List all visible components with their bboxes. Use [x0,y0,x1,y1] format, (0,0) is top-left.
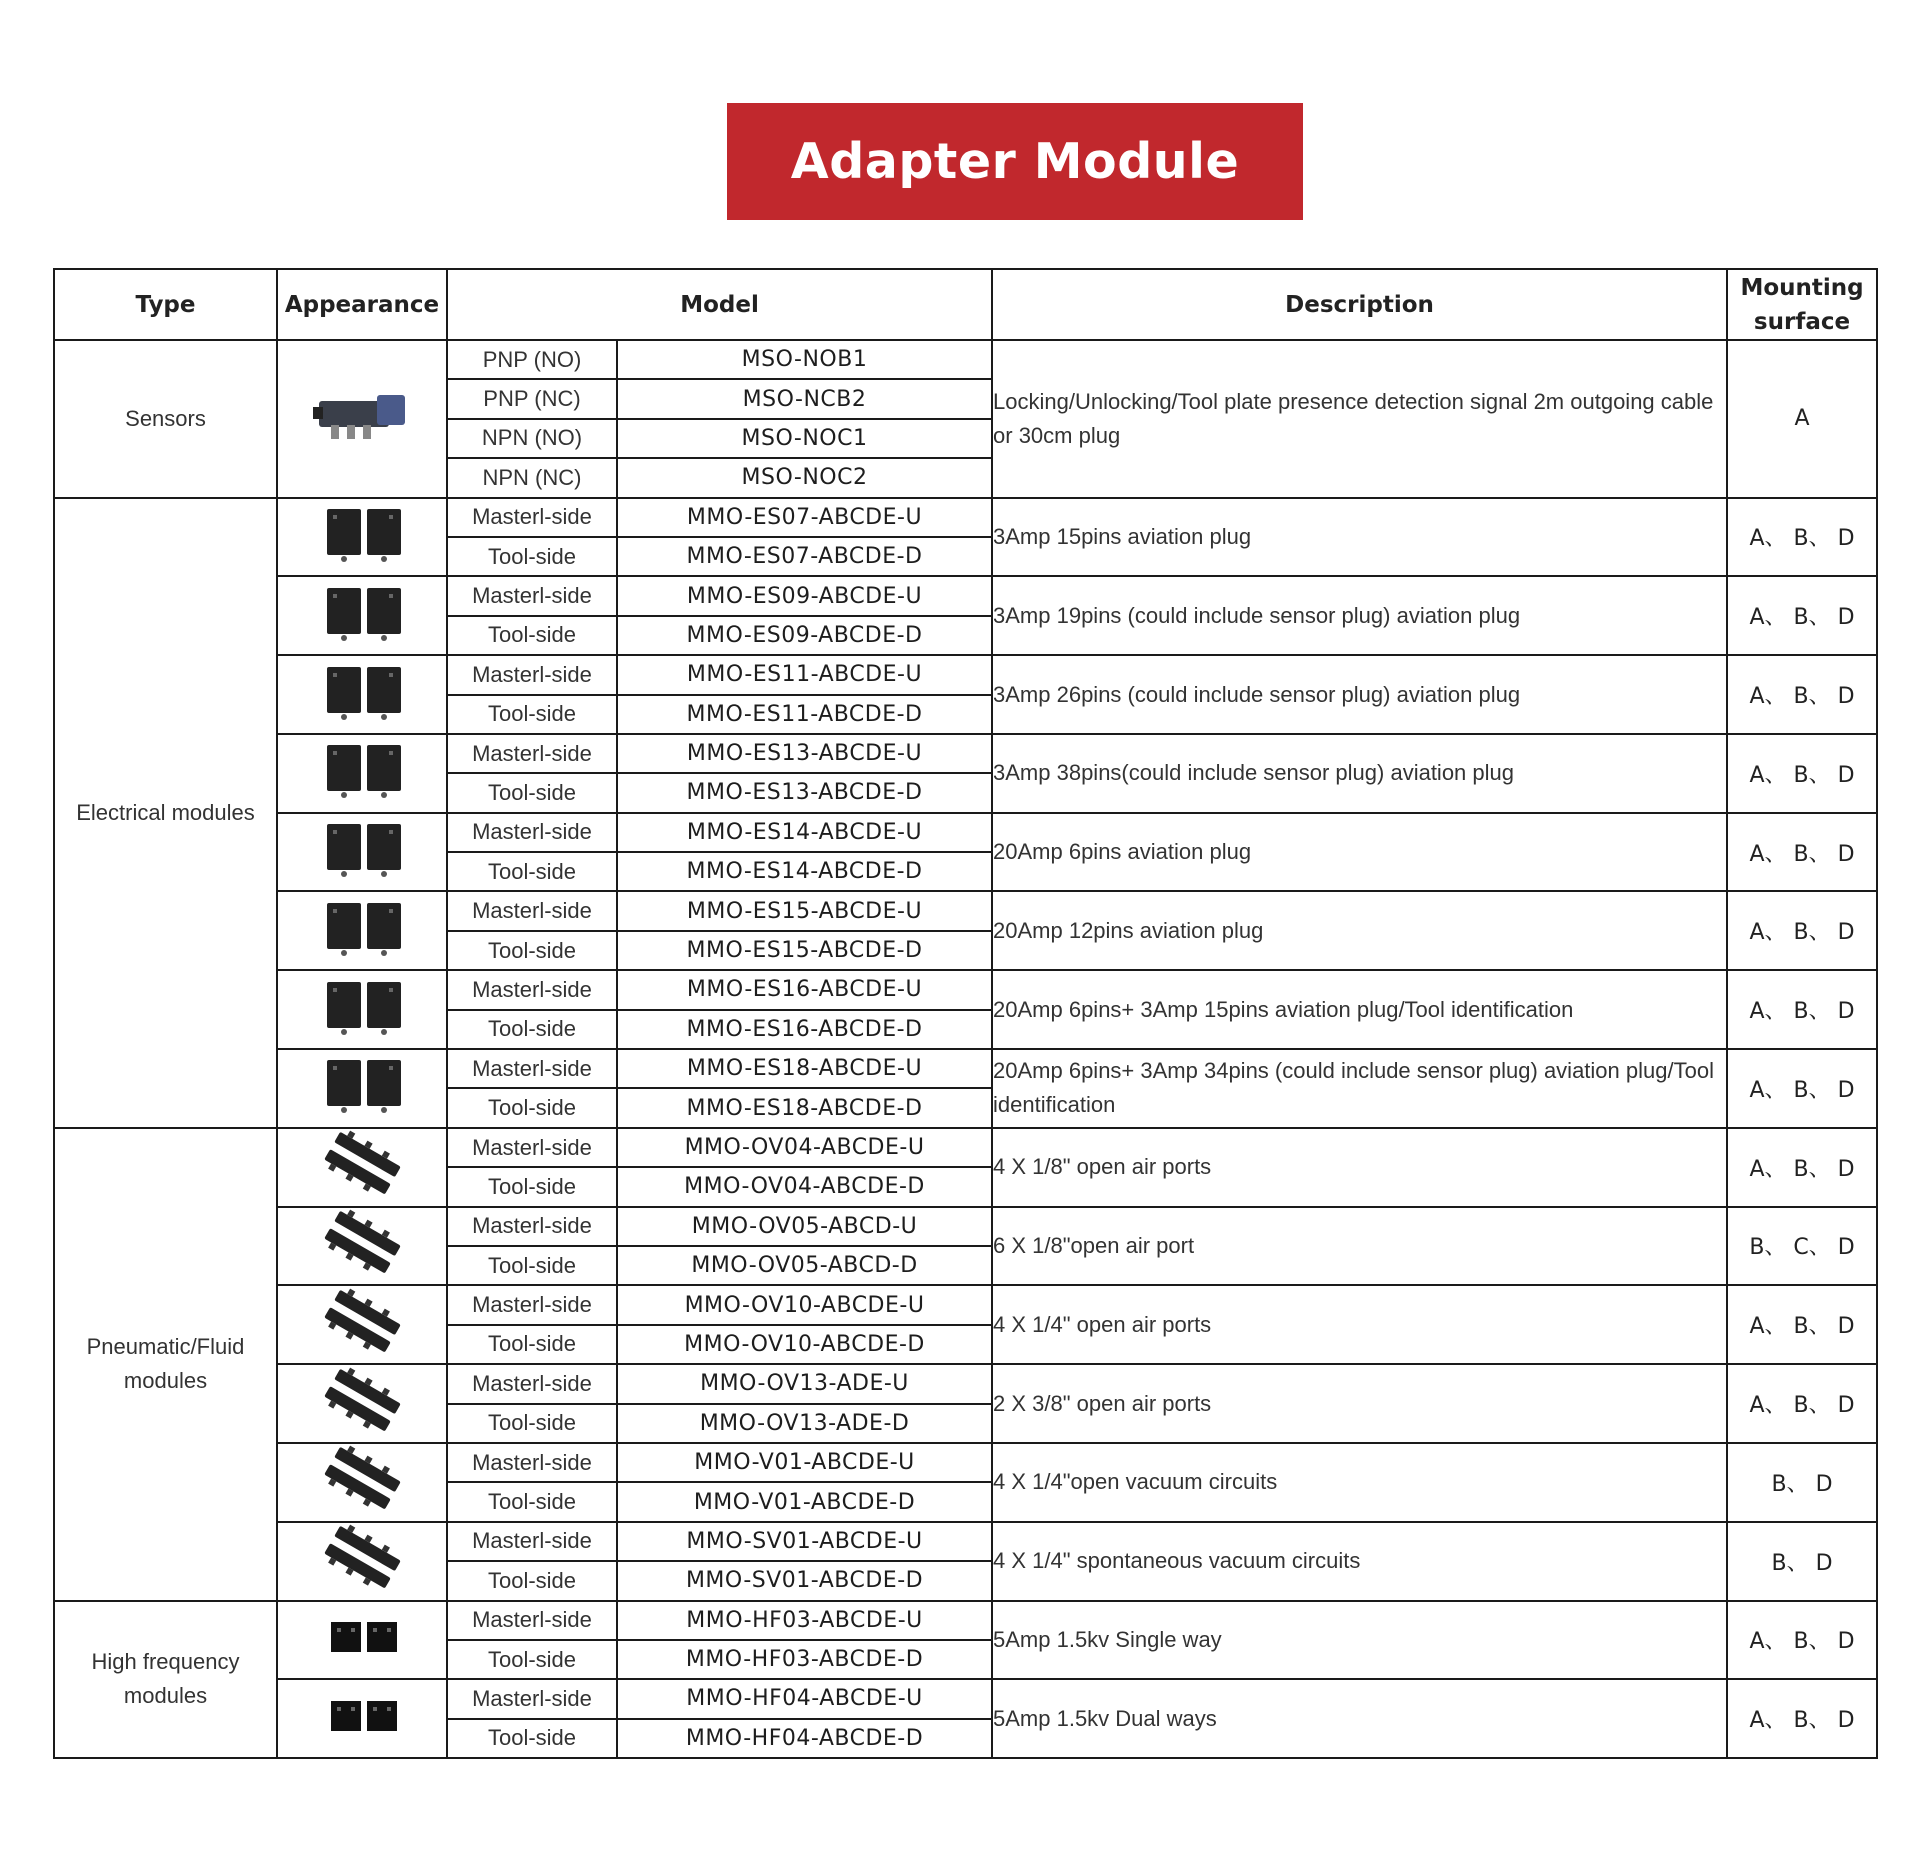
description-cell: 2 X 3/8" open air ports [992,1364,1727,1443]
master-side-cell: Masterl-side [447,1207,617,1246]
master-side-cell: Masterl-side [447,970,617,1009]
appearance-cell [277,970,447,1049]
tool-side-cell: Tool-side [447,1246,617,1285]
pneumatic-module-icon [307,1129,417,1199]
model-cell: MMO-SV01-ABCDE-D [617,1561,992,1600]
high-frequency-module-icon [307,1681,417,1751]
page-title-banner [727,103,1303,220]
master-side-cell: Masterl-side [447,1128,617,1167]
tool-side-cell: Tool-side [447,1167,617,1206]
description-cell: 4 X 1/8" open air ports [992,1128,1727,1207]
model-cell: MMO-ES16-ABCDE-U [617,970,992,1009]
master-side-cell: Masterl-side [447,813,617,852]
mounting-cell: B、 D [1727,1443,1877,1522]
pneumatic-module-icon [307,1287,417,1357]
master-side-cell: Masterl-side [447,498,617,537]
table-row [54,340,1877,379]
description-cell: 4 X 1/4" open air ports [992,1285,1727,1364]
description-cell: 5Amp 1.5kv Dual ways [992,1679,1727,1758]
tool-side-cell: Tool-side [447,1719,617,1758]
description-cell: Locking/Unlocking/Tool plate presence detection signal 2m outgoing cable or 30cm plug [992,340,1727,498]
model-cell: MMO-ES07-ABCDE-D [617,537,992,576]
model-cell: MMO-ES18-ABCDE-U [617,1049,992,1088]
electrical-module-icon [307,972,417,1042]
model-cell: MMO-ES13-ABCDE-D [617,773,992,812]
table-row [54,1207,1877,1246]
electrical-module-icon [307,578,417,648]
sensor-module-icon [307,381,417,451]
appearance-cell [277,1285,447,1364]
model-cell: MMO-HF04-ABCDE-D [617,1719,992,1758]
electrical-module-icon [307,499,417,569]
model-cell: MSO-NOB1 [617,340,992,379]
model-cell: MMO-SV01-ABCDE-U [617,1522,992,1561]
tool-side-cell: Tool-side [447,1561,617,1600]
tool-side-cell: Tool-side [447,1088,617,1127]
header-model: Model [447,269,992,340]
model-cell: MMO-ES11-ABCDE-D [617,695,992,734]
header-type: Type [54,269,277,340]
type-cell: High frequency modules [54,1601,277,1759]
appearance-cell [277,1601,447,1680]
model-cell: MSO-NCB2 [617,379,992,418]
header-description: Description [992,269,1727,340]
appearance-cell [277,1049,447,1128]
appearance-cell [277,1128,447,1207]
tool-side-cell: Tool-side [447,773,617,812]
table-row [54,1285,1877,1324]
model-cell: MMO-ES15-ABCDE-U [617,891,992,930]
master-side-cell: Masterl-side [447,1522,617,1561]
description-cell: 5Amp 1.5kv Single way [992,1601,1727,1680]
model-cell: MSO-NOC1 [617,419,992,458]
description-cell: 3Amp 26pins (could include sensor plug) aviation plug [992,655,1727,734]
page-title: Adapter Module [790,133,1240,190]
mounting-cell: B、 D [1727,1522,1877,1601]
tool-side-cell: Tool-side [447,931,617,970]
master-side-cell: Masterl-side [447,1049,617,1088]
table-row [54,655,1877,694]
description-cell: 3Amp 38pins(could include sensor plug) aviation plug [992,734,1727,813]
description-cell: 3Amp 15pins aviation plug [992,498,1727,577]
pneumatic-module-icon [307,1366,417,1436]
tool-side-cell: Tool-side [447,537,617,576]
model-cell: MMO-OV04-ABCDE-D [617,1167,992,1206]
table-row [54,1128,1877,1167]
master-side-cell: Masterl-side [447,1285,617,1324]
table-row [54,576,1877,615]
table-row [54,813,1877,852]
model-cell: MMO-ES14-ABCDE-D [617,852,992,891]
pneumatic-module-icon [307,1523,417,1593]
table-row [54,970,1877,1009]
appearance-cell [277,340,447,498]
master-side-cell: Masterl-side [447,1679,617,1718]
mounting-cell: A、 B、 D [1727,891,1877,970]
tool-side-cell: Tool-side [447,1010,617,1049]
model-cell: MMO-ES16-ABCDE-D [617,1010,992,1049]
mounting-cell: A、 B、 D [1727,576,1877,655]
master-side-cell: Masterl-side [447,1364,617,1403]
description-cell: 20Amp 6pins aviation plug [992,813,1727,892]
mounting-cell: A、 B、 D [1727,1049,1877,1128]
table-row [54,734,1877,773]
model-cell: MMO-OV10-ABCDE-U [617,1285,992,1324]
model-cell: MMO-OV13-ADE-D [617,1404,992,1443]
model-cell: MMO-OV10-ABCDE-D [617,1325,992,1364]
model-cell: MMO-ES07-ABCDE-U [617,498,992,537]
electrical-module-icon [307,814,417,884]
model-cell: MMO-V01-ABCDE-D [617,1482,992,1521]
appearance-cell [277,655,447,734]
master-side-cell: Masterl-side [447,891,617,930]
mounting-cell: A、 B、 D [1727,1285,1877,1364]
description-cell: 6 X 1/8"open air port [992,1207,1727,1286]
pneumatic-module-icon [307,1208,417,1278]
model-cell: MMO-OV05-ABCD-D [617,1246,992,1285]
model-cell: MMO-OV05-ABCD-U [617,1207,992,1246]
table-row [54,1443,1877,1482]
electrical-module-icon [307,893,417,963]
mounting-cell: A、 B、 D [1727,1601,1877,1680]
table-row [54,1522,1877,1561]
table-row [54,1364,1877,1403]
model-cell: MMO-ES11-ABCDE-U [617,655,992,694]
mounting-cell: A、 B、 D [1727,813,1877,892]
tool-side-cell: Tool-side [447,616,617,655]
model-cell: MMO-ES18-ABCDE-D [617,1088,992,1127]
tool-side-cell: Tool-side [447,695,617,734]
model-cell: MMO-ES15-ABCDE-D [617,931,992,970]
appearance-cell [277,1364,447,1443]
model-cell: MMO-OV13-ADE-U [617,1364,992,1403]
table-header-row [54,269,1877,340]
tool-side-cell: Tool-side [447,1640,617,1679]
description-cell: 20Amp 6pins+ 3Amp 15pins aviation plug/Tool identification [992,970,1727,1049]
mounting-cell: A、 B、 D [1727,1364,1877,1443]
master-side-cell: Masterl-side [447,576,617,615]
table-row [54,1601,1877,1640]
description-cell: 4 X 1/4" spontaneous vacuum circuits [992,1522,1727,1601]
mounting-cell: B、 C、 D [1727,1207,1877,1286]
adapter-module-table [53,268,1878,1759]
model-cell: MMO-ES09-ABCDE-D [617,616,992,655]
tool-side-cell: Tool-side [447,1325,617,1364]
electrical-module-icon [307,1050,417,1120]
appearance-cell [277,1522,447,1601]
table-row [54,891,1877,930]
mounting-cell: A、 B、 D [1727,655,1877,734]
type-cell: Pneumatic/Fluid modules [54,1128,277,1601]
tool-side-cell: Tool-side [447,852,617,891]
master-side-cell: Masterl-side [447,734,617,773]
appearance-cell [277,1679,447,1758]
mounting-cell: A、 B、 D [1727,734,1877,813]
sub-type-cell: NPN (NO) [447,419,617,458]
appearance-cell [277,1443,447,1522]
mounting-cell: A、 B、 D [1727,970,1877,1049]
appearance-cell [277,498,447,577]
table-row [54,1049,1877,1088]
appearance-cell [277,576,447,655]
header-mounting: Mounting surface [1727,269,1877,340]
mounting-cell: A [1727,340,1877,498]
master-side-cell: Masterl-side [447,655,617,694]
electrical-module-icon [307,657,417,727]
description-cell: 20Amp 6pins+ 3Amp 34pins (could include sensor plug) aviation plug/Tool identification [992,1049,1727,1128]
table-row [54,498,1877,537]
model-cell: MMO-ES14-ABCDE-U [617,813,992,852]
table-row [54,1679,1877,1718]
master-side-cell: Masterl-side [447,1443,617,1482]
type-cell: Sensors [54,340,277,498]
pneumatic-module-icon [307,1444,417,1514]
description-cell: 3Amp 19pins (could include sensor plug) aviation plug [992,576,1727,655]
model-cell: MMO-OV04-ABCDE-U [617,1128,992,1167]
model-cell: MMO-ES09-ABCDE-U [617,576,992,615]
header-appearance: Appearance [277,269,447,340]
mounting-cell: A、 B、 D [1727,498,1877,577]
sub-type-cell: PNP (NC) [447,379,617,418]
appearance-cell [277,891,447,970]
description-cell: 4 X 1/4"open vacuum circuits [992,1443,1727,1522]
model-cell: MMO-V01-ABCDE-U [617,1443,992,1482]
appearance-cell [277,734,447,813]
model-cell: MMO-ES13-ABCDE-U [617,734,992,773]
electrical-module-icon [307,735,417,805]
tool-side-cell: Tool-side [447,1404,617,1443]
high-frequency-module-icon [307,1602,417,1672]
mounting-cell: A、 B、 D [1727,1679,1877,1758]
tool-side-cell: Tool-side [447,1482,617,1521]
appearance-cell [277,813,447,892]
model-cell: MMO-HF03-ABCDE-U [617,1601,992,1640]
model-cell: MMO-HF03-ABCDE-D [617,1640,992,1679]
mounting-cell: A、 B、 D [1727,1128,1877,1207]
model-cell: MMO-HF04-ABCDE-U [617,1679,992,1718]
type-cell: Electrical modules [54,498,277,1128]
master-side-cell: Masterl-side [447,1601,617,1640]
model-cell: MSO-NOC2 [617,458,992,497]
appearance-cell [277,1207,447,1286]
sub-type-cell: PNP (NO) [447,340,617,379]
description-cell: 20Amp 12pins aviation plug [992,891,1727,970]
sub-type-cell: NPN (NC) [447,458,617,497]
